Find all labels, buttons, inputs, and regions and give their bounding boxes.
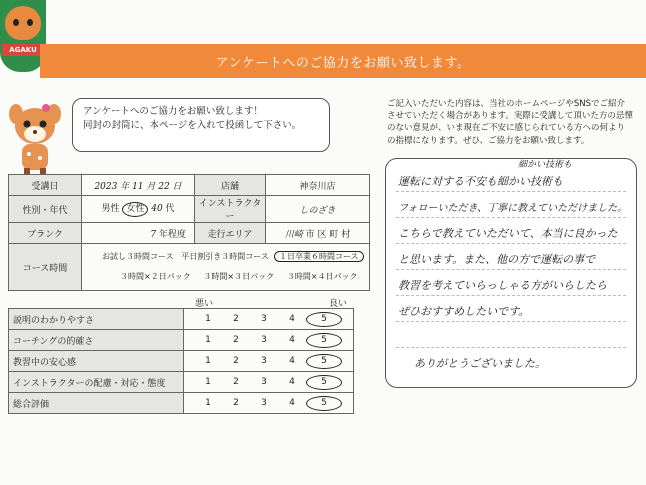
reception-date-label: 受講日 [9,175,82,196]
comment-box[interactable] [385,158,637,388]
rating-option-2[interactable]: 2 [233,376,239,387]
area-suffix: 市 区 町 村 [305,229,351,240]
course-option-trial[interactable]: お試し３時間コース [102,252,174,261]
rating-scale[interactable] [184,372,354,393]
rating-option-1[interactable]: 1 [205,376,211,387]
rating-item-label: 教習中の安心感 [9,351,184,372]
comment-line-7: ありがとうございました。 [414,357,546,370]
intro-line-2: 同封の封筒に、本ページを入れて投函して下さい。 [83,120,302,131]
course-option-2day[interactable]: ３時間×２日パック [120,272,191,281]
intro-line-1: アンケートへのご協力をお願い致します！ [83,106,263,117]
comment-line-3: こちらで教えていただいて、本当に良かった [398,227,618,240]
course-option-4day[interactable]: ３時間×４日パック [286,272,358,281]
gender-option-male[interactable]: 男性 [101,204,120,214]
rating-scale[interactable] [184,309,354,330]
rating-scale[interactable] [184,330,354,351]
rating-option-5[interactable]: 5 [306,375,342,390]
ratings-table [8,308,354,414]
info-form-table [8,174,370,291]
gender-option-female[interactable]: 女性 [122,202,148,217]
age-value[interactable]: 40 [151,204,163,214]
rating-option-4[interactable]: 4 [289,334,295,345]
rating-item-label: インストラクターの配慮・対応・態度 [9,372,184,393]
area-label: 走行エリア [195,223,266,244]
rating-row [9,372,354,393]
logo-ribbon: AGAKU [2,44,44,56]
rating-option-3[interactable]: 3 [261,376,267,387]
course-option-weekday[interactable]: 平日割引き３時間コース [181,252,269,261]
rating-scale[interactable] [184,351,354,372]
deer-mascot-illustration-icon [2,96,68,180]
store-label: 店舗 [195,175,266,196]
course-options[interactable] [82,244,370,291]
rating-option-3[interactable]: 3 [261,397,267,408]
rating-option-5[interactable]: 5 [306,354,342,369]
gender-age-label: 性別・年代 [9,196,82,223]
blank-field[interactable] [82,223,195,244]
rating-option-3[interactable]: 3 [261,355,267,366]
age-suffix: 代 [165,204,175,214]
rating-option-4[interactable]: 4 [289,397,295,408]
rating-option-2[interactable]: 2 [233,313,239,324]
rating-option-4[interactable]: 4 [289,355,295,366]
rating-scale[interactable] [184,393,354,414]
rating-high-label: 良い [329,299,348,309]
deer-mascot-icon [5,6,41,40]
rating-option-2[interactable]: 2 [233,334,239,345]
area-value[interactable]: 川崎 [284,229,303,240]
rating-item-label: 説明のわかりやすさ [9,309,184,330]
instructor-value[interactable]: しのざき [266,196,370,223]
rating-row [9,351,354,372]
rating-row [9,309,354,330]
comment-line-2: フォローいただき、丁寧に教えていただけました。 [398,203,628,214]
course-row-1 [102,247,369,267]
gender-age-field[interactable] [82,196,195,223]
rating-option-5[interactable]: 5 [306,333,342,348]
rating-option-1[interactable]: 1 [205,334,211,345]
rating-option-3[interactable]: 3 [261,313,267,324]
rating-option-4[interactable]: 4 [289,376,295,387]
course-label: コース時間 [9,244,82,291]
reception-date-value[interactable]: 2023 年 11 月 22 日 [82,175,195,196]
blank-suffix: 年程度 [158,229,186,240]
instructor-label: インストラクター [195,196,266,223]
comment-line-5: 教習を考えていらっしゃる方がいらしたら [398,279,607,292]
rating-option-3[interactable]: 3 [261,334,267,345]
course-option-one-day[interactable]: １日卒業６時間コース [274,251,364,262]
store-value: 神奈川店 [266,175,370,196]
course-option-3day[interactable]: ３時間×３日パック [203,272,275,281]
rating-row [9,393,354,414]
notice-text: ご記入いただいた内容は、当社のホームページやSNSでご紹介させていただく場合があります。実際に受講して頂いた方の忌憚のない意見が、いま現在ご不安に感じられている方への何よりの指標になります。ぜひ、ご協力をお願い致します。 [387,99,633,146]
rating-option-1[interactable]: 1 [205,397,211,408]
rating-option-2[interactable]: 2 [233,397,239,408]
comment-annotation: 細かい技術も [518,160,573,170]
banner-title: アンケートへのご協力をお願い致します。 [40,44,646,78]
intro-speech-bubble [72,98,330,152]
rating-row [9,330,354,351]
rating-option-1[interactable]: 1 [205,355,211,366]
rating-option-5[interactable]: 5 [306,396,342,411]
rating-option-2[interactable]: 2 [233,355,239,366]
course-row-2 [102,267,369,287]
rating-item-label: 総合評価 [9,393,184,414]
area-field[interactable] [266,223,370,244]
blank-value[interactable]: 7 [150,229,157,240]
comment-line-4: と思います。また、他の方で運転の事で [398,253,596,266]
rating-item-label: コーチングの的確さ [9,330,184,351]
rating-option-4[interactable]: 4 [289,313,295,324]
blank-label: ブランク [9,223,82,244]
rating-option-5[interactable]: 5 [306,312,342,327]
comment-line-1: 運転に対する不安も細かい技術も [398,175,563,188]
comment-line-6: ぜひおすすめしたいです。 [398,305,530,318]
rating-low-label: 悪い [195,299,214,309]
rating-option-1[interactable]: 1 [205,313,211,324]
